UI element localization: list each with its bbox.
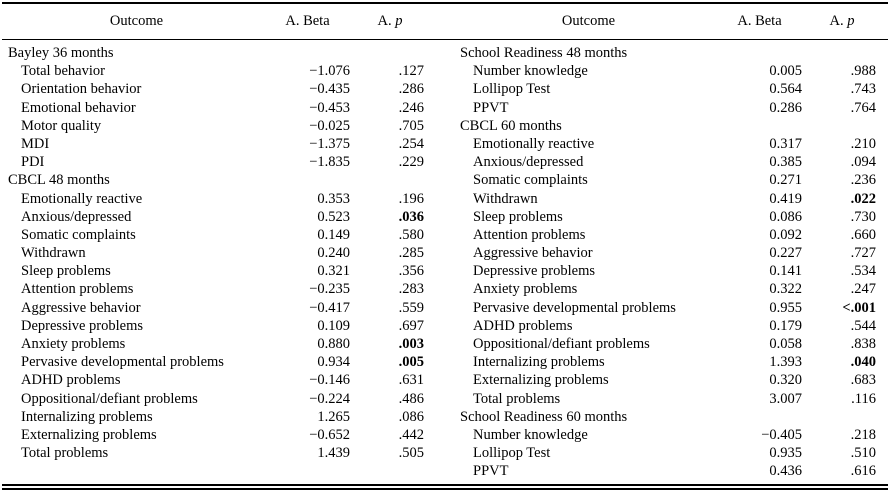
p-value-cell: .022 [850, 190, 876, 207]
table-row [460, 299, 882, 317]
beta-cell: 0.934 [317, 354, 350, 371]
outcome-column-header: Outcome [109, 13, 164, 29]
results-table [2, 2, 888, 490]
table-row [460, 371, 882, 389]
outcome-cell: Pervasive developmental problems [21, 354, 224, 371]
beta-cell: 0.092 [769, 226, 802, 243]
p-value-cell: .246 [398, 99, 424, 116]
outcome-cell: Emotional behavior [21, 99, 136, 116]
p-value-cell: .283 [398, 281, 424, 298]
table-row [8, 390, 430, 408]
outcome-column-header: Outcome [561, 13, 616, 29]
outcome-cell: Aggressive behavior [473, 245, 593, 262]
beta-cell: 0.436 [769, 463, 802, 480]
section-header-row [8, 44, 430, 62]
p-value-cell: .236 [850, 172, 876, 189]
table-row [460, 62, 882, 80]
outcome-cell: Externalizing problems [473, 372, 609, 389]
table-row [8, 117, 430, 135]
table-row [460, 99, 882, 117]
section-title: Bayley 36 months [8, 45, 114, 61]
p-value-cell: .505 [398, 445, 424, 462]
table-row [460, 226, 882, 244]
outcome-cell: Oppositional/defiant problems [21, 390, 198, 407]
table-row [460, 462, 882, 480]
beta-cell: −0.435 [309, 81, 350, 98]
table-row [460, 80, 882, 98]
table-row [8, 244, 430, 262]
outcome-cell: Sleep problems [473, 208, 563, 225]
table-row [8, 317, 430, 335]
beta-cell: 0.227 [769, 245, 802, 262]
p-value-cell: .660 [850, 226, 876, 243]
beta-cell: 0.317 [769, 135, 802, 152]
beta-cell: 0.058 [769, 336, 802, 352]
outcome-cell: Number knowledge [473, 426, 588, 443]
outcome-cell: Internalizing problems [473, 354, 605, 371]
section-header-row [460, 408, 882, 426]
beta-cell: −1.375 [309, 135, 350, 152]
p-value-cell: .116 [851, 390, 876, 407]
table-row [8, 371, 430, 389]
outcome-cell: Total problems [21, 445, 109, 462]
outcome-cell: Attention problems [473, 226, 586, 243]
beta-cell: −1.835 [309, 154, 350, 171]
beta-cell: 0.322 [769, 281, 802, 298]
p-value-cell: .005 [398, 354, 424, 371]
p-value-cell: .247 [850, 281, 876, 298]
p-value-cell: <.001 [842, 299, 876, 316]
table-row [460, 280, 882, 298]
p-column-header [350, 13, 430, 30]
table-row [8, 262, 430, 280]
p-value-cell: .838 [850, 336, 876, 352]
beta-cell: 0.385 [769, 154, 802, 171]
outcome-cell: Externalizing problems [21, 426, 157, 443]
p-value-cell: .730 [850, 208, 876, 225]
p-value-cell: .510 [850, 445, 876, 462]
beta-cell: 1.265 [317, 408, 350, 425]
p-value-cell: .988 [850, 63, 876, 80]
p-value-cell: .003 [398, 336, 424, 352]
table-row [8, 208, 430, 226]
outcome-cell: Number knowledge [473, 63, 588, 80]
beta-cell: 3.007 [769, 390, 802, 407]
outcome-cell: Somatic complaints [473, 172, 588, 189]
p-value-cell: .697 [398, 317, 424, 334]
outcome-cell: Sleep problems [21, 263, 111, 280]
outcome-cell: ADHD problems [473, 317, 573, 334]
beta-cell: 1.439 [317, 445, 350, 462]
outcome-cell: Anxiety problems [473, 281, 578, 298]
beta-cell: −0.224 [309, 390, 350, 407]
outcome-cell: Lollipop Test [473, 445, 551, 462]
table-row [460, 262, 882, 280]
p-value-cell: .486 [398, 390, 424, 407]
p-value-cell: .764 [850, 99, 876, 116]
beta-cell: 0.286 [769, 99, 802, 116]
beta-cell: −0.453 [309, 99, 350, 116]
p-value-cell: .285 [398, 245, 424, 262]
beta-cell: −1.076 [309, 63, 350, 80]
p-value-cell: .094 [850, 154, 876, 171]
outcome-cell: ADHD problems [21, 372, 121, 389]
table-row [460, 390, 882, 408]
p-value-cell: .286 [398, 81, 424, 98]
p-value-cell: .356 [398, 263, 424, 280]
beta-cell: −0.417 [309, 299, 350, 316]
table-row [8, 426, 430, 444]
outcome-cell: Withdrawn [21, 245, 86, 262]
beta-cell: 0.149 [317, 226, 350, 243]
p-value-cell: .705 [398, 117, 424, 134]
table-row [8, 335, 430, 353]
beta-cell: 0.320 [769, 372, 802, 389]
outcome-cell: Somatic complaints [21, 226, 136, 243]
p-value-cell: .580 [398, 226, 424, 243]
p-value-cell: .559 [398, 299, 424, 316]
beta-cell: 0.141 [769, 263, 802, 280]
header-group-left [8, 4, 430, 39]
table-row [8, 226, 430, 244]
beta-cell: 1.393 [769, 354, 802, 371]
p-header-roman: A. [377, 13, 392, 29]
table-row [8, 353, 430, 371]
table-row [460, 353, 882, 371]
table-row [460, 444, 882, 462]
header-group-right [460, 4, 882, 39]
p-value-cell: .631 [398, 372, 424, 389]
outcome-cell: Attention problems [21, 281, 134, 298]
section-header-row [460, 44, 882, 62]
outcome-cell: Aggressive behavior [21, 299, 141, 316]
table-row [8, 62, 430, 80]
table-row [460, 190, 882, 208]
table-row [8, 135, 430, 153]
table-row [460, 426, 882, 444]
p-column-header [802, 13, 882, 30]
beta-cell: 0.353 [317, 190, 350, 207]
p-value-cell: .196 [398, 190, 424, 207]
outcome-cell: Emotionally reactive [473, 135, 595, 152]
outcome-cell: Anxious/depressed [473, 154, 584, 171]
beta-column-header: A. Beta [737, 13, 782, 29]
beta-cell: −0.405 [761, 426, 802, 443]
p-value-cell: .743 [850, 81, 876, 98]
beta-cell: 0.419 [769, 190, 802, 207]
outcome-cell: Withdrawn [473, 190, 538, 207]
p-value-cell: .218 [850, 426, 876, 443]
beta-cell: 0.564 [769, 81, 802, 98]
p-header-italic: p [395, 13, 403, 29]
outcome-cell: MDI [21, 135, 50, 152]
p-value-cell: .544 [850, 317, 876, 334]
outcome-cell: Total problems [473, 390, 561, 407]
outcome-cell: Lollipop Test [473, 81, 551, 98]
table-row [8, 99, 430, 117]
p-value-cell: .040 [850, 354, 876, 371]
beta-cell: −0.025 [309, 117, 350, 134]
beta-cell: −0.235 [309, 281, 350, 298]
p-value-cell: .086 [398, 408, 424, 425]
outcome-cell: Orientation behavior [21, 81, 142, 98]
table-row [460, 208, 882, 226]
table-row [8, 280, 430, 298]
table-row [460, 335, 882, 353]
outcome-cell: Emotionally reactive [21, 190, 143, 207]
beta-cell: −0.652 [309, 426, 350, 443]
beta-column-header: A. Beta [285, 13, 330, 29]
beta-cell: 0.955 [769, 299, 802, 316]
p-value-cell: .442 [398, 426, 424, 443]
outcome-cell: PPVT [473, 99, 509, 116]
p-header-italic: p [847, 13, 855, 29]
outcome-cell: PDI [21, 154, 45, 171]
beta-cell: 0.086 [769, 208, 802, 225]
section-title: CBCL 48 months [8, 172, 110, 189]
outcome-cell: Anxious/depressed [21, 208, 132, 225]
beta-cell: 0.523 [317, 208, 350, 225]
section-title: CBCL 60 months [460, 117, 562, 134]
p-value-cell: .254 [398, 135, 424, 152]
outcome-cell: Depressive problems [473, 263, 596, 280]
outcome-cell: Total behavior [21, 63, 105, 80]
outcome-cell: PPVT [473, 463, 509, 480]
table-row [8, 299, 430, 317]
right-column [460, 44, 882, 481]
table-row [8, 444, 430, 462]
table-row [460, 244, 882, 262]
left-column [8, 44, 430, 462]
p-value-cell: .229 [398, 154, 424, 171]
beta-cell: 0.179 [769, 317, 802, 334]
outcome-cell: Pervasive developmental problems [473, 299, 676, 316]
p-value-cell: .727 [850, 245, 876, 262]
table-row [8, 408, 430, 426]
table-row [460, 153, 882, 171]
outcome-cell: Motor quality [21, 117, 102, 134]
outcome-cell: Internalizing problems [21, 408, 153, 425]
table-row [8, 80, 430, 98]
p-value-cell: .127 [398, 63, 424, 80]
table-row [460, 171, 882, 189]
p-value-cell: .534 [850, 263, 876, 280]
outcome-cell: Oppositional/defiant problems [473, 336, 650, 352]
beta-cell: 0.935 [769, 445, 802, 462]
p-value-cell: .210 [850, 135, 876, 152]
p-value-cell: .036 [398, 208, 424, 225]
table-row [460, 317, 882, 335]
table-header [2, 4, 888, 40]
section-title: School Readiness 48 months [460, 45, 628, 61]
section-header-row [460, 117, 882, 135]
beta-cell: 0.271 [769, 172, 802, 189]
beta-cell: 0.321 [317, 263, 350, 280]
p-value-cell: .683 [850, 372, 876, 389]
table-row [460, 135, 882, 153]
beta-cell: 0.109 [317, 317, 350, 334]
table-body [2, 40, 888, 484]
outcome-cell: Anxiety problems [21, 336, 126, 352]
p-value-cell: .616 [850, 463, 876, 480]
section-title: School Readiness 60 months [460, 408, 628, 425]
beta-cell: 0.240 [317, 245, 350, 262]
beta-cell: 0.880 [317, 336, 350, 352]
table-row [8, 190, 430, 208]
beta-cell: −0.146 [309, 372, 350, 389]
p-header-roman: A. [829, 13, 844, 29]
beta-cell: 0.005 [769, 63, 802, 80]
table-row [8, 153, 430, 171]
outcome-cell: Depressive problems [21, 317, 144, 334]
section-header-row [8, 171, 430, 189]
